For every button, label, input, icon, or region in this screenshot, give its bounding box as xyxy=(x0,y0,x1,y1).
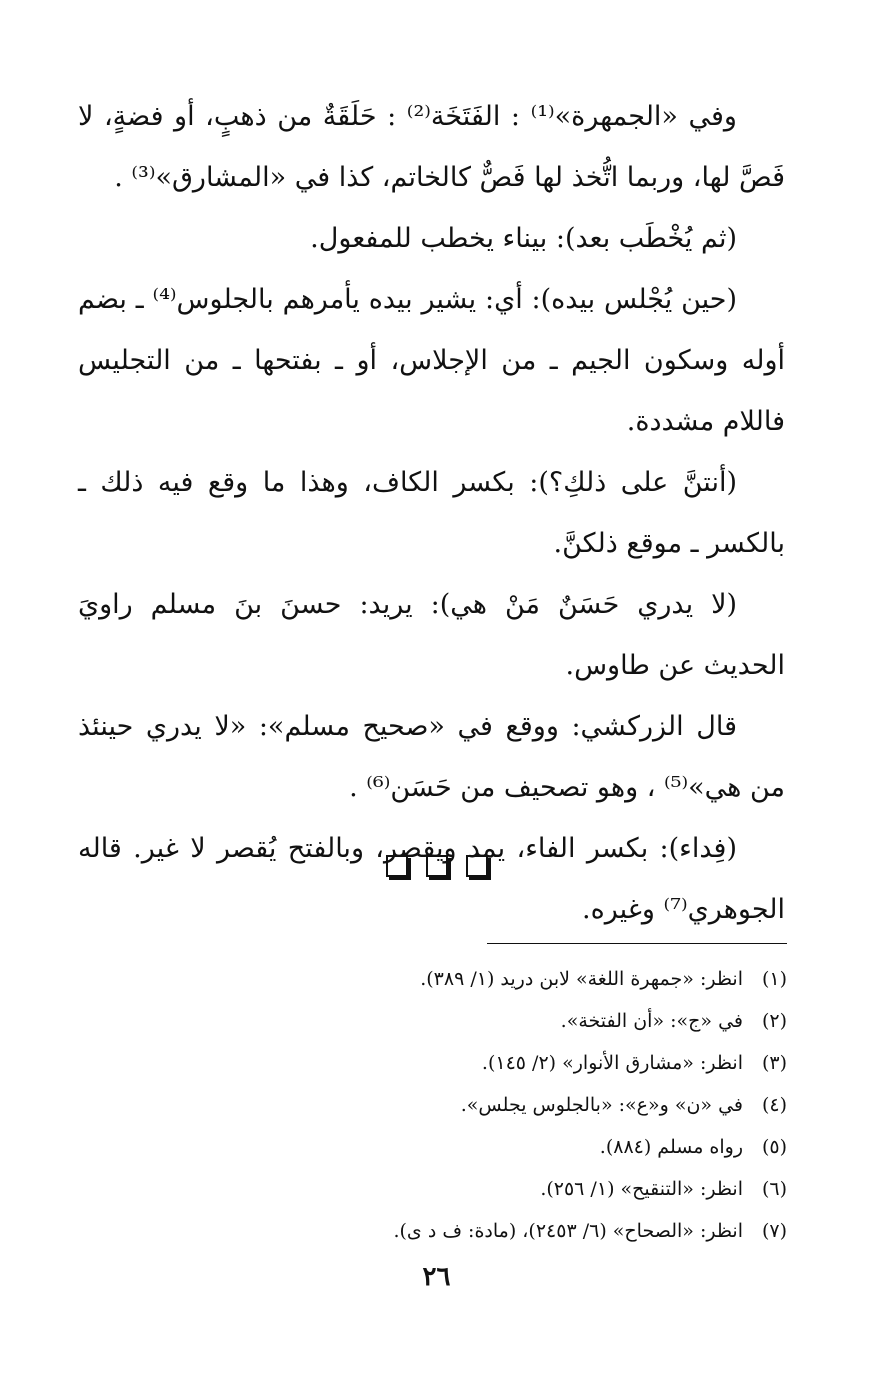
footnote xyxy=(87,1126,787,1168)
footnote-text: انظر: «الصحاح» (٦/ ٢٤٥٣)، (مادة: ف د ى). xyxy=(393,1220,743,1242)
separator-box-icon xyxy=(426,855,448,877)
paragraph-1: وفي «الجمهرة»⁽¹⁾ : الفَتَخَة⁽²⁾ : حَلَقَةٌ من ذهبٍ، أو فضةٍ، لا فَصَّ لها، وربما اتُّخذ لها فَصٌّ كالخاتم، كذا في «المشارق»⁽³⁾ . xyxy=(78,101,785,193)
footnote-number: (٤) xyxy=(761,1094,787,1116)
paragraph-5: (لا يدري حَسَنٌ مَنْ هي): يريد: حسنَ بنَ مسلم راويَ الحديث عن طاوس. xyxy=(78,589,785,681)
section-separator xyxy=(0,855,873,877)
separator-box-icon xyxy=(386,855,408,877)
footnote xyxy=(87,1042,787,1084)
footnote xyxy=(87,1210,787,1252)
footnote xyxy=(87,1168,787,1210)
paragraph-2: (ثم يُخْطَب بعد): بيناء يخطب للمفعول. xyxy=(310,223,737,254)
footnote-divider xyxy=(487,943,787,944)
footnote xyxy=(87,1000,787,1042)
footnote-number: (٦) xyxy=(761,1178,787,1200)
footnote-number: (٧) xyxy=(761,1220,787,1242)
footnote-number: (١) xyxy=(761,968,787,990)
footnote-number: (٥) xyxy=(761,1136,787,1158)
footnote-text: رواه مسلم (٨٨٤). xyxy=(599,1136,743,1158)
paragraph-7: (فِداء): بكسر الفاء، يمد ويقصر، وبالفتح يُقصر لا غير. قاله الجوهري⁽⁷⁾ وغيره. xyxy=(78,833,785,925)
separator-box-icon xyxy=(466,855,488,877)
page-number: ٢٦ xyxy=(422,1262,451,1292)
footnote xyxy=(87,1084,787,1126)
footnote-text: في «ج»: «أن الفتخة». xyxy=(560,1010,743,1032)
footnote-text: انظر: «مشارق الأنوار» (٢/ ١٤٥). xyxy=(481,1052,743,1074)
paragraph-4: (أنتنَّ على ذلكِ؟): بكسر الكاف، وهذا ما وقع فيه ذلك ـ بالكسر ـ موقع ذلكنَّ. xyxy=(78,467,785,559)
footnote-number: (٢) xyxy=(761,1010,787,1032)
footnote-number: (٣) xyxy=(761,1052,787,1074)
footnotes-list xyxy=(87,958,787,1252)
footnote-text: انظر: «التنقيح» (١/ ٢٥٦). xyxy=(540,1178,743,1200)
main-text xyxy=(78,86,785,940)
paragraph-6: قال الزركشي: ووقع في «صحيح مسلم»: «لا يدري حينئذ من هي»⁽⁵⁾ ، وهو تصحيف من حَسَن⁽⁶⁾ . xyxy=(78,711,785,803)
paragraph-3: (حين يُجْلس بيده): أي: يشير بيده يأمرهم بالجلوس⁽⁴⁾ ـ بضم أوله وسكون الجيم ـ من الإجلاس، أو ـ بفتحها ـ من التجليس فاللام مشددة. xyxy=(78,284,785,437)
footnote-text: في «ن» و«ع»: «بالجلوس يجلس». xyxy=(460,1094,743,1116)
footnote xyxy=(87,958,787,1000)
footnote-text: انظر: «جمهرة اللغة» لابن دريد (١/ ٣٨٩). xyxy=(420,968,743,990)
